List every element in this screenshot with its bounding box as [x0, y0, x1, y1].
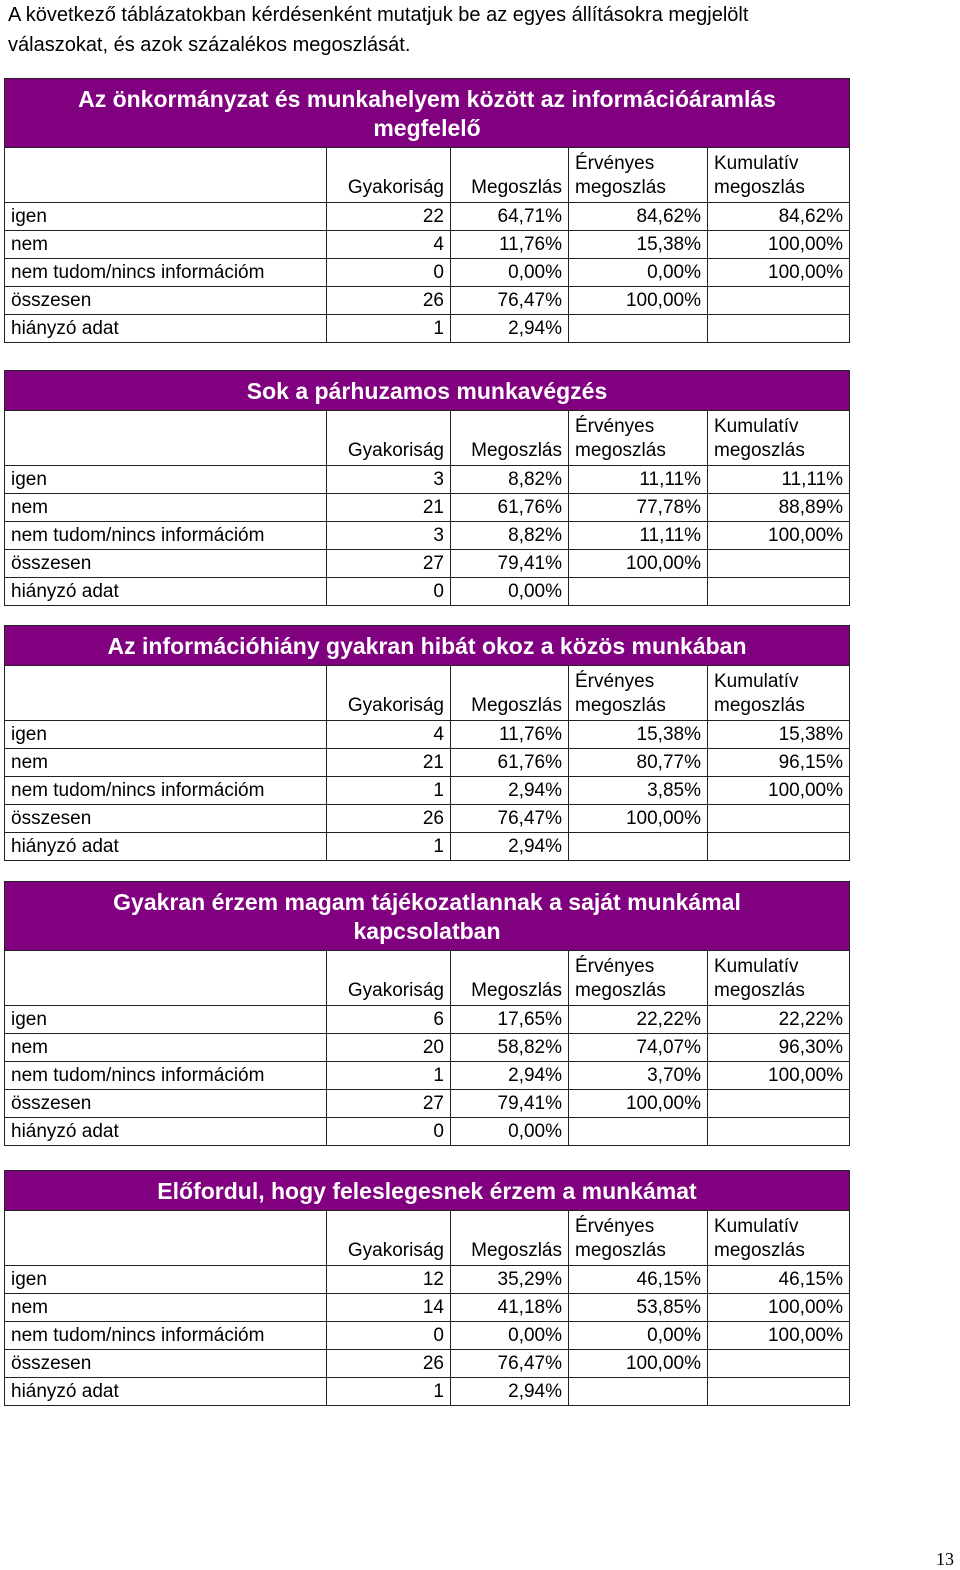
cell-frequency: 22	[327, 203, 451, 231]
cell-cumulative: 100,00%	[708, 1294, 850, 1322]
header-frequency: Gyakoriság	[327, 411, 451, 466]
table-row	[5, 259, 850, 287]
table-row	[5, 721, 850, 749]
row-label: igen	[5, 721, 327, 749]
cell-cumulative	[708, 1118, 850, 1146]
frequency-table-1	[4, 78, 850, 343]
row-label: nem tudom/nincs információm	[5, 522, 327, 550]
cell-frequency: 20	[327, 1034, 451, 1062]
table-row	[5, 203, 850, 231]
header-cumulative-distribution: Kumulatív megoszlás	[708, 1211, 850, 1266]
cell-cumulative: 100,00%	[708, 522, 850, 550]
cell-valid	[569, 1118, 708, 1146]
cell-distribution: 2,94%	[451, 777, 569, 805]
header-cumulative-distribution: Kumulatív megoszlás	[708, 666, 850, 721]
header-cumulative-distribution: Kumulatív megoszlás	[708, 411, 850, 466]
cell-frequency: 14	[327, 1294, 451, 1322]
cell-distribution: 79,41%	[451, 550, 569, 578]
cell-valid: 100,00%	[569, 1090, 708, 1118]
frequency-table-5	[4, 1170, 850, 1406]
cell-cumulative	[708, 805, 850, 833]
header-empty-cell	[5, 951, 327, 1006]
table-row	[5, 315, 850, 343]
cell-valid: 0,00%	[569, 259, 708, 287]
header-valid-distribution: Érvényes megoszlás	[569, 1211, 708, 1266]
header-frequency: Gyakoriság	[327, 1211, 451, 1266]
table-row	[5, 1118, 850, 1146]
cell-frequency: 4	[327, 721, 451, 749]
cell-valid	[569, 315, 708, 343]
cell-distribution: 0,00%	[451, 259, 569, 287]
cell-cumulative	[708, 833, 850, 861]
cell-valid: 15,38%	[569, 231, 708, 259]
cell-distribution: 8,82%	[451, 522, 569, 550]
header-cumulative-distribution: Kumulatív megoszlás	[708, 951, 850, 1006]
cell-cumulative	[708, 550, 850, 578]
cell-distribution: 0,00%	[451, 1118, 569, 1146]
table-row	[5, 1062, 850, 1090]
table-title: Gyakran érzem magam tájékozatlannak a saját munkámal kapcsolatban	[5, 882, 850, 951]
table-row	[5, 578, 850, 606]
row-label: összesen	[5, 1350, 327, 1378]
cell-frequency: 21	[327, 494, 451, 522]
row-label: nem	[5, 1034, 327, 1062]
cell-valid: 53,85%	[569, 1294, 708, 1322]
cell-frequency: 1	[327, 777, 451, 805]
intro-paragraph	[8, 0, 948, 60]
header-valid-distribution: Érvényes megoszlás	[569, 148, 708, 203]
cell-valid: 11,11%	[569, 522, 708, 550]
cell-distribution: 2,94%	[451, 833, 569, 861]
cell-cumulative: 46,15%	[708, 1266, 850, 1294]
table-header-row	[5, 1211, 850, 1266]
table-row	[5, 1006, 850, 1034]
cell-frequency: 4	[327, 231, 451, 259]
row-label: nem tudom/nincs információm	[5, 259, 327, 287]
intro-line-1: A következő táblázatokban kérdésenként mutatjuk be az egyes állításokra megjelölt	[8, 4, 749, 26]
cell-distribution: 79,41%	[451, 1090, 569, 1118]
cell-frequency: 1	[327, 315, 451, 343]
header-frequency: Gyakoriság	[327, 148, 451, 203]
row-label: hiányzó adat	[5, 833, 327, 861]
cell-valid: 84,62%	[569, 203, 708, 231]
cell-frequency: 1	[327, 1062, 451, 1090]
cell-cumulative: 15,38%	[708, 721, 850, 749]
header-empty-cell	[5, 148, 327, 203]
row-label: igen	[5, 1006, 327, 1034]
cell-cumulative: 84,62%	[708, 203, 850, 231]
cell-frequency: 26	[327, 805, 451, 833]
cell-frequency: 0	[327, 578, 451, 606]
table-row	[5, 550, 850, 578]
table-row	[5, 287, 850, 315]
cell-valid	[569, 578, 708, 606]
cell-cumulative: 88,89%	[708, 494, 850, 522]
table-row	[5, 1034, 850, 1062]
cell-valid: 100,00%	[569, 1350, 708, 1378]
row-label: hiányzó adat	[5, 1118, 327, 1146]
table-row	[5, 1266, 850, 1294]
table-title: Sok a párhuzamos munkavégzés	[5, 371, 850, 411]
table-header-row	[5, 951, 850, 1006]
header-distribution: Megoszlás	[451, 411, 569, 466]
table-title: Előfordul, hogy feleslegesnek érzem a munkámat	[5, 1171, 850, 1211]
cell-valid: 77,78%	[569, 494, 708, 522]
intro-line-2: válaszokat, és azok százalékos megoszlását.	[8, 34, 411, 56]
cell-valid: 11,11%	[569, 466, 708, 494]
row-label: nem tudom/nincs információm	[5, 777, 327, 805]
cell-frequency: 0	[327, 1322, 451, 1350]
cell-frequency: 27	[327, 550, 451, 578]
cell-frequency: 1	[327, 833, 451, 861]
cell-frequency: 12	[327, 1266, 451, 1294]
cell-distribution: 76,47%	[451, 287, 569, 315]
row-label: nem	[5, 749, 327, 777]
cell-valid: 100,00%	[569, 287, 708, 315]
header-distribution: Megoszlás	[451, 666, 569, 721]
row-label: nem tudom/nincs információm	[5, 1322, 327, 1350]
cell-valid	[569, 1378, 708, 1406]
cell-valid: 3,70%	[569, 1062, 708, 1090]
header-cumulative-distribution: Kumulatív megoszlás	[708, 148, 850, 203]
row-label: igen	[5, 466, 327, 494]
frequency-table-3	[4, 625, 850, 861]
table-row	[5, 749, 850, 777]
cell-cumulative: 100,00%	[708, 231, 850, 259]
cell-cumulative	[708, 287, 850, 315]
cell-distribution: 2,94%	[451, 315, 569, 343]
cell-frequency: 21	[327, 749, 451, 777]
row-label: összesen	[5, 287, 327, 315]
cell-valid: 74,07%	[569, 1034, 708, 1062]
header-empty-cell	[5, 666, 327, 721]
header-distribution: Megoszlás	[451, 951, 569, 1006]
cell-distribution: 17,65%	[451, 1006, 569, 1034]
cell-distribution: 64,71%	[451, 203, 569, 231]
table-row	[5, 1350, 850, 1378]
row-label: hiányzó adat	[5, 1378, 327, 1406]
table-row	[5, 805, 850, 833]
cell-cumulative: 100,00%	[708, 1322, 850, 1350]
cell-frequency: 26	[327, 1350, 451, 1378]
cell-distribution: 2,94%	[451, 1062, 569, 1090]
cell-distribution: 0,00%	[451, 1322, 569, 1350]
table-header-row	[5, 411, 850, 466]
cell-cumulative: 100,00%	[708, 1062, 850, 1090]
table-row	[5, 1294, 850, 1322]
row-label: igen	[5, 203, 327, 231]
cell-cumulative	[708, 1350, 850, 1378]
header-frequency: Gyakoriság	[327, 951, 451, 1006]
header-distribution: Megoszlás	[451, 1211, 569, 1266]
row-label: nem	[5, 494, 327, 522]
cell-distribution: 8,82%	[451, 466, 569, 494]
table-row	[5, 1378, 850, 1406]
cell-frequency: 27	[327, 1090, 451, 1118]
cell-distribution: 61,76%	[451, 494, 569, 522]
row-label: összesen	[5, 1090, 327, 1118]
cell-cumulative: 96,15%	[708, 749, 850, 777]
cell-valid: 22,22%	[569, 1006, 708, 1034]
row-label: összesen	[5, 550, 327, 578]
cell-cumulative: 96,30%	[708, 1034, 850, 1062]
table-row	[5, 231, 850, 259]
cell-distribution: 0,00%	[451, 578, 569, 606]
cell-frequency: 1	[327, 1378, 451, 1406]
table-title: Az információhiány gyakran hibát okoz a közös munkában	[5, 626, 850, 666]
cell-frequency: 3	[327, 522, 451, 550]
table-row	[5, 833, 850, 861]
header-frequency: Gyakoriság	[327, 666, 451, 721]
cell-distribution: 35,29%	[451, 1266, 569, 1294]
table-title: Az önkormányzat és munkahelyem között az információáramlás megfelelő	[5, 79, 850, 148]
header-valid-distribution: Érvényes megoszlás	[569, 951, 708, 1006]
cell-cumulative: 100,00%	[708, 777, 850, 805]
row-label: összesen	[5, 805, 327, 833]
cell-valid: 100,00%	[569, 805, 708, 833]
table-header-row	[5, 666, 850, 721]
cell-frequency: 0	[327, 1118, 451, 1146]
cell-frequency: 0	[327, 259, 451, 287]
cell-cumulative	[708, 1090, 850, 1118]
cell-valid: 100,00%	[569, 550, 708, 578]
table-header-row	[5, 148, 850, 203]
cell-distribution: 2,94%	[451, 1378, 569, 1406]
header-empty-cell	[5, 411, 327, 466]
cell-distribution: 76,47%	[451, 805, 569, 833]
frequency-table-2	[4, 370, 850, 606]
cell-valid: 3,85%	[569, 777, 708, 805]
cell-cumulative: 100,00%	[708, 259, 850, 287]
cell-cumulative	[708, 1378, 850, 1406]
cell-frequency: 3	[327, 466, 451, 494]
cell-valid: 46,15%	[569, 1266, 708, 1294]
cell-cumulative	[708, 578, 850, 606]
cell-distribution: 11,76%	[451, 231, 569, 259]
table-row	[5, 1090, 850, 1118]
page-number: 13	[936, 1549, 954, 1569]
cell-distribution: 61,76%	[451, 749, 569, 777]
cell-valid: 80,77%	[569, 749, 708, 777]
row-label: nem	[5, 1294, 327, 1322]
frequency-table-4	[4, 881, 850, 1146]
table-row	[5, 522, 850, 550]
table-row	[5, 777, 850, 805]
header-empty-cell	[5, 1211, 327, 1266]
table-row	[5, 1322, 850, 1350]
row-label: hiányzó adat	[5, 315, 327, 343]
table-row	[5, 494, 850, 522]
table-row	[5, 466, 850, 494]
cell-distribution: 11,76%	[451, 721, 569, 749]
cell-valid: 15,38%	[569, 721, 708, 749]
header-distribution: Megoszlás	[451, 148, 569, 203]
header-valid-distribution: Érvényes megoszlás	[569, 411, 708, 466]
row-label: hiányzó adat	[5, 578, 327, 606]
header-valid-distribution: Érvényes megoszlás	[569, 666, 708, 721]
cell-distribution: 58,82%	[451, 1034, 569, 1062]
row-label: igen	[5, 1266, 327, 1294]
cell-distribution: 41,18%	[451, 1294, 569, 1322]
cell-valid: 0,00%	[569, 1322, 708, 1350]
cell-valid	[569, 833, 708, 861]
cell-frequency: 6	[327, 1006, 451, 1034]
row-label: nem tudom/nincs információm	[5, 1062, 327, 1090]
cell-frequency: 26	[327, 287, 451, 315]
cell-distribution: 76,47%	[451, 1350, 569, 1378]
row-label: nem	[5, 231, 327, 259]
cell-cumulative: 22,22%	[708, 1006, 850, 1034]
cell-cumulative: 11,11%	[708, 466, 850, 494]
cell-cumulative	[708, 315, 850, 343]
